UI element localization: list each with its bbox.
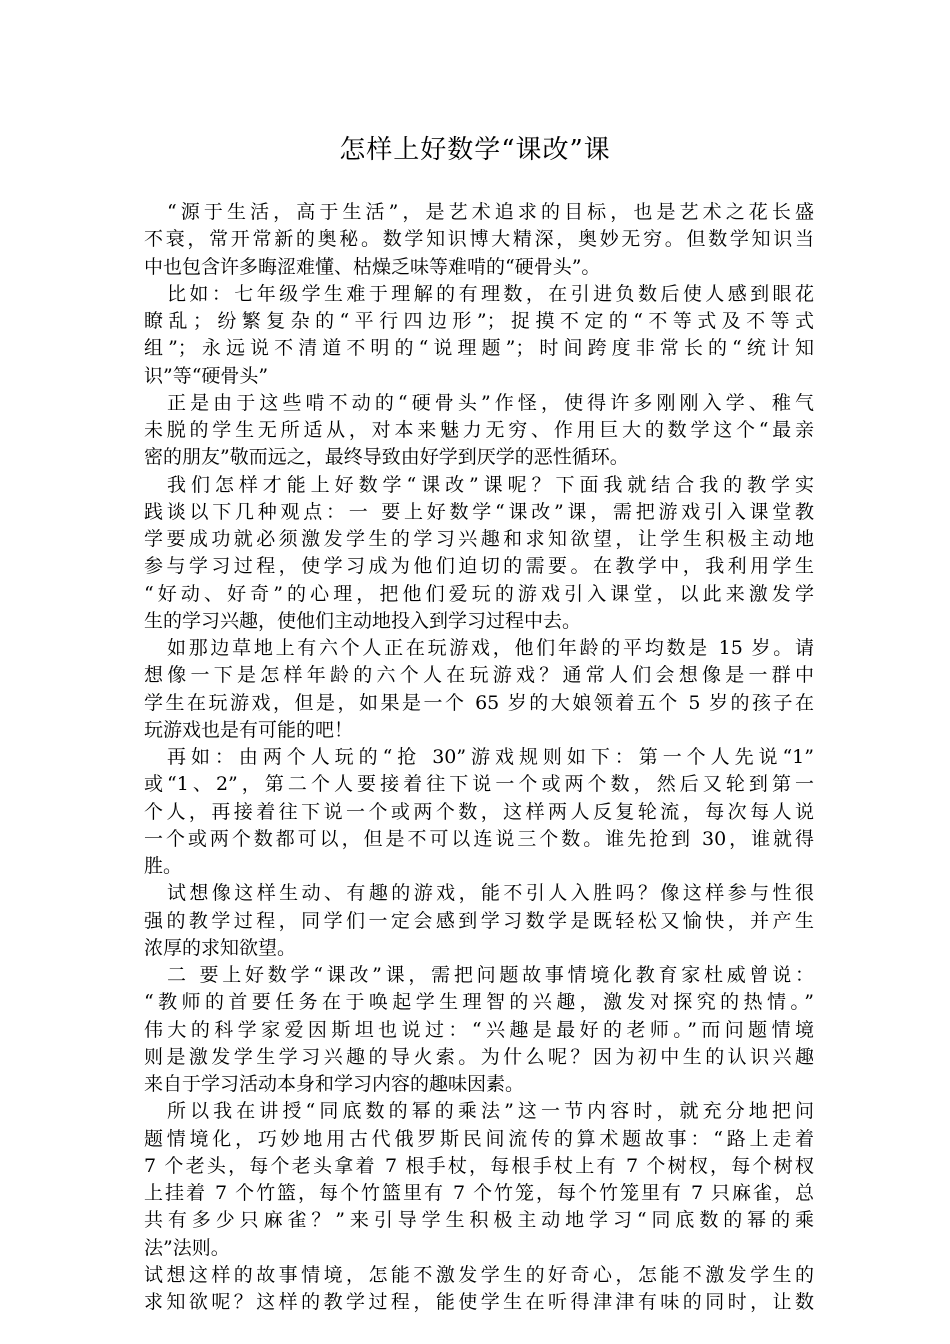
text-line: 生的学习兴趣，使他们主动地投入到学习过程中去。 xyxy=(144,609,582,632)
text-line: 践谈以下几种观点：一 要上好数学“课改”课，需把游戏引入课堂教 xyxy=(144,500,814,523)
text-line: 识”等“硬骨头” xyxy=(144,364,269,387)
text-line: 试想这样的故事情境，怎能不激发学生的好奇心，怎能不激发学生的 xyxy=(144,1263,814,1286)
text-line: 7 个老头，每个老头拿着 7 根手杖，每根手杖上有 7 个树杈，每个树杈 xyxy=(144,1154,814,1177)
text-line: 中也包含许多晦涩难懂、枯燥乏味等难啃的“硬骨头”。 xyxy=(144,255,601,278)
text-line: 密的朋友”敬而远之，最终导致由好学到厌学的恶性循环。 xyxy=(144,446,629,469)
text-line: 共有多少只麻雀？”来引导学生积极主动地学习“同底数的幂的乘 xyxy=(144,1209,814,1232)
text-line: 瞭乱；纷繁复杂的“平行四边形”；捉摸不定的“不等式及不等式 xyxy=(144,310,814,332)
page-title: 怎样上好数学“课改”课 xyxy=(339,135,611,165)
text-line: 不衰，常开常新的奥秘。数学知识博大精深，奥妙无穷。但数学知识当 xyxy=(144,228,814,251)
text-line: 浓厚的求知欲望。 xyxy=(144,936,297,959)
text-line: 法”法则。 xyxy=(144,1236,230,1259)
text-line: 再如：由两个人玩的“抢 30”游戏规则如下：第一个人先说“1” xyxy=(167,746,814,768)
text-line: 所以我在讲授“同底数的幂的乘法”这一节内容时，就充分地把问 xyxy=(167,1100,814,1123)
text-line: 上挂着 7 个竹篮，每个竹篮里有 7 个竹笼，每个竹笼里有 7 只麻雀，总 xyxy=(144,1182,814,1204)
text-line: 组”；永远说不清道不明的“说理题”；时间跨度非常长的“统计知 xyxy=(144,337,814,360)
text-line: “源于生活，高于生活”，是艺术追求的目标，也是艺术之花长盛 xyxy=(167,201,814,223)
text-line: “教师的首要任务在于唤起学生理智的兴趣，激发对探究的热情。” xyxy=(144,991,814,1014)
text-line: 比如：七年级学生难于理解的有理数，在引进负数后使人感到眼花 xyxy=(167,282,814,305)
document-body xyxy=(144,199,814,1316)
text-line: 学生在玩游戏，但是，如果是一个 65 岁的大娘领着五个 5 岁的孩子在 xyxy=(144,691,814,714)
text-line: 或“1、2”，第二个人要接着往下说一个或两个数，然后又轮到第一 xyxy=(144,773,814,796)
text-line: 玩游戏也是有可能的吧！ xyxy=(144,718,354,741)
text-line: 来自于学习活动本身和学习内容的趣味因素。 xyxy=(144,1073,525,1095)
text-line: 则是激发学生学习兴趣的导火索。为什么呢？因为初中生的认识兴趣 xyxy=(144,1045,814,1068)
text-line: “好动、好奇”的心理，把他们爱玩的游戏引入课堂，以此来激发学 xyxy=(144,582,814,605)
text-line: 二 要上好数学“课改”课，需把问题故事情境化教育家杜威曾说： xyxy=(167,964,814,986)
text-line: 试想像这样生动、有趣的游戏，能不引人入胜吗？像这样参与性很 xyxy=(167,882,814,905)
text-line: 想像一下是怎样年龄的六个人在玩游戏？通常人们会想像是一群中 xyxy=(144,664,814,687)
text-line: 正是由于这些啃不动的“硬骨头”作怪，使得许多刚刚入学、稚气 xyxy=(167,391,814,414)
text-line: 题情境化，巧妙地用古代俄罗斯民间流传的算术题故事：“路上走着 xyxy=(144,1127,814,1150)
text-line: 伟大的科学家爱因斯坦也说过：“兴趣是最好的老师。”而问题情境 xyxy=(144,1018,814,1041)
text-line: 一个或两个数都可以，但是不可以连说三个数。谁先抢到 30，谁就得 xyxy=(144,827,814,850)
text-line: 强的教学过程，同学们一定会感到学习数学是既轻松又愉快，并产生 xyxy=(144,909,814,932)
text-line: 我们怎样才能上好数学“课改”课呢？下面我就结合我的教学实 xyxy=(167,473,814,496)
text-line: 参与学习过程，使学习成为他们迫切的需要。在教学中，我利用学生 xyxy=(144,555,814,578)
text-line: 学要成功就必须激发学生的学习兴趣和求知欲望，让学生积极主动地 xyxy=(144,528,814,550)
text-line: 如那边草地上有六个人正在玩游戏，他们年龄的平均数是 15 岁。请 xyxy=(167,637,814,659)
text-line: 个人，再接着往下说一个或两个数，这样两人反复轮流，每次每人说 xyxy=(144,800,814,823)
text-line: 未脱的学生无所适从，对本来魅力无穷、作用巨大的数学这个“最亲 xyxy=(144,419,814,441)
text-line: 求知欲呢？这样的教学过程，能使学生在听得津津有味的同时，让数 xyxy=(144,1291,814,1313)
text-line: 胜。 xyxy=(144,855,183,877)
